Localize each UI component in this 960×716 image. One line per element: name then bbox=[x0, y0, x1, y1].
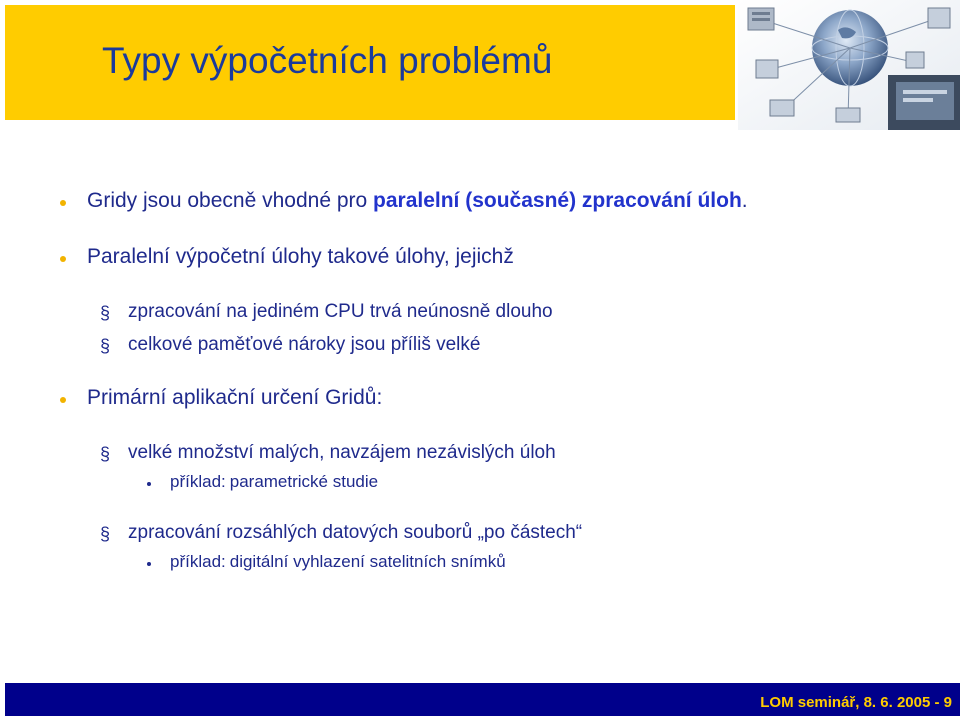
section-sign-icon bbox=[98, 443, 116, 465]
sub-item-memory: celkové paměťové nároky jsou příliš velké bbox=[128, 334, 481, 355]
sub-item-large-data: zpracování rozsáhlých datových souborů „po částech“ bbox=[128, 522, 583, 543]
bullet-1-suffix: . bbox=[741, 189, 748, 212]
sub-item-small-tasks: velké množství malých, navzájem nezávislých úloh bbox=[128, 442, 556, 463]
example-text: parametrické studie bbox=[229, 472, 379, 491]
example-text: digitální vyhlazení satelitních snímků bbox=[229, 552, 506, 571]
bullet-2: Paralelní výpočetní úlohy takové úlohy, jejichž bbox=[87, 245, 514, 268]
section-sign-icon bbox=[98, 335, 116, 357]
svg-text:§: § bbox=[100, 303, 111, 323]
bullet-1-prefix: Gridy jsou obecně vhodné pro bbox=[87, 189, 374, 212]
bullet-icon bbox=[60, 200, 66, 206]
example-satellite bbox=[170, 552, 506, 572]
footer-text: LOM seminář, 8. 6. 2005 - 9 bbox=[760, 694, 952, 711]
example-parametric bbox=[170, 472, 378, 492]
svg-text:§: § bbox=[100, 444, 111, 464]
bullet-3: Primární aplikační určení Gridů: bbox=[87, 386, 383, 409]
footer-bar bbox=[5, 683, 960, 716]
bullet-icon bbox=[60, 397, 66, 403]
svg-text:§: § bbox=[100, 336, 111, 356]
bullet-1 bbox=[87, 189, 748, 213]
slide-title: Typy výpočetních problémů bbox=[102, 40, 553, 81]
bullet-1-emphasis: paralelní (současné) zpracování úloh bbox=[373, 189, 742, 212]
example-bullet-icon bbox=[147, 562, 151, 566]
bullet-icon bbox=[60, 256, 66, 262]
section-sign-icon bbox=[98, 523, 116, 545]
example-label: příklad: bbox=[170, 472, 226, 491]
section-sign-icon bbox=[98, 302, 116, 324]
sub-item-cpu: zpracování na jediném CPU trvá neúnosně dlouho bbox=[128, 301, 553, 322]
svg-text:§: § bbox=[100, 524, 111, 544]
example-bullet-icon bbox=[147, 482, 151, 486]
example-label: příklad: bbox=[170, 552, 226, 571]
